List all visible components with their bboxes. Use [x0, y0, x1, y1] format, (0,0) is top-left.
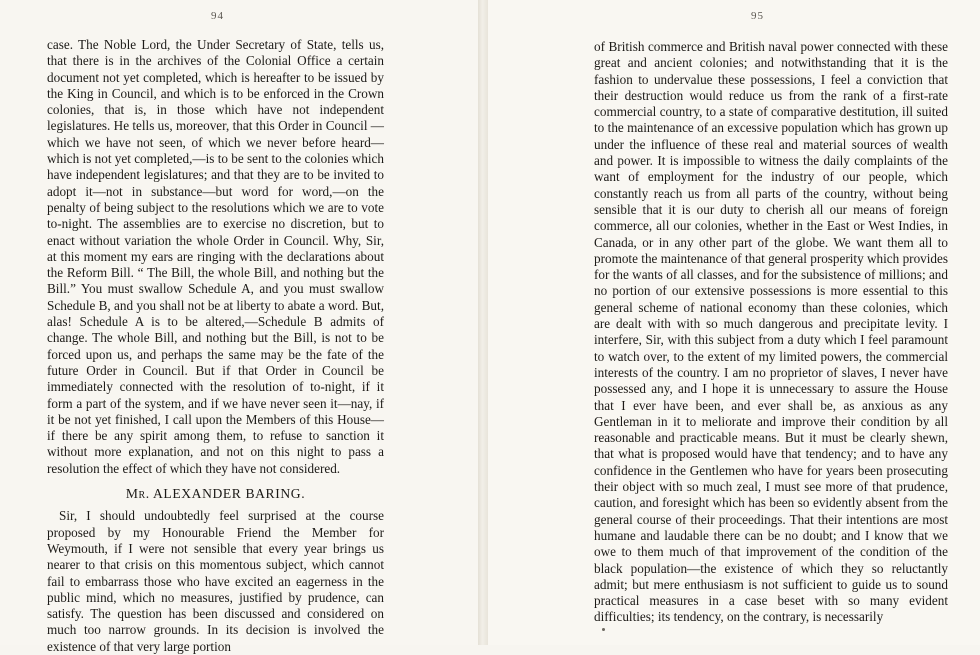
left-paragraph-2: Sir, I should undoubtedly feel surprised at the course proposed by my Honourable Friend the Member for Weymouth, if I were not sensible that every year brings us nearer to that crisis on this momentous subject, which cannot fail to embarrass those who have excited an eagerness in the public mind, which no measures, justified by prudence, can satisfy. The question has been discussed and considered on much too narrow grounds. In its decision is involved the existence of that very large portion [47, 508, 384, 654]
right-paragraph-1: of British commerce and British naval power connected with these great and ancient colonies; and notwithstanding that it is the fashion to undervalue these possessions, I feel a conviction that their destruction would reduce us from the rank of a first-rate commercial country, to a state of comparative destitution, ill suited to the maintenance of an excessive population which has grown up under the influence of these real and material sources of wealth and power. It is impossible to witness the daily complaints of the want of employment for the industry of our people, which constantly reach us from all parts of the country, without being sensible that it is our duty to cherish all our means of foreign commerce, all our colonies, whether in the East or West Indies, in Canada, or in any other part of the globe. We want them all to promote the maintenance of that general prosperity which provides for the wants of all classes, and for the subsistence of millions; and no portion of our extensive possessions is more essential to this general scheme of national economy than these colonies, which are dealt with with so much dangerous and precipitate levity. I interfere, Sir, with this subject from a duty which I feel paramount to watch over, to the extent of my limited powers, the commercial interests of the country. I am no proprietor of slaves, I never have possessed any, and I hope it is unnecessary to assure the House that I ever have been, and ever shall be, as anxious as any Gentleman in it to meliorate and improve their condition by all reasonable and practicable means. But it must be clearly shewn, that what is proposed would have that tendency; and to have any confidence in the Gentlemen who have for years been prosecuting their object with so much zeal, I must see more of that prudence, caution, and foresight which has been so evidently absent from the general course of their proceedings. That their intentions are most humane and laudable there can be no doubt; and I know that we owe to them much of that improvement of the condition of the black population—the existence of which they so reluctantly admit; but mere enthusiasm is not sufficient to guide us to sound practical measures in a case beset with so many evident difficulties; its tendency, on the contrary, is necessarily [594, 39, 948, 625]
left-text-column [47, 37, 384, 655]
right-page [488, 0, 980, 645]
page-number-right: 95 [751, 10, 764, 22]
speaker-heading-text: Mr. ALEXANDER BARING. [125, 486, 306, 502]
right-text-column [594, 39, 948, 626]
left-page [0, 0, 478, 654]
ink-speck [602, 628, 605, 631]
page-number-left: 94 [211, 10, 224, 22]
left-paragraph-1: case. The Noble Lord, the Under Secretary of State, tells us, that there is in the archives of the Colonial Office a certain document not yet completed, which is hereafter to be issued by the King in Council, and which is to be enforced in the Crown colonies, that is, in those which have not independent legislatures. He tells us, moreover, that this Order in Council —which we have not seen, of which we never before heard—which is not yet completed,—is to be sent to the colonies which have independent legislatures; and that they are to be invited to adopt it—not in substance—but word for word,—on the penalty of being subject to the resolutions which we are to vote to-night. The assemblies are to exercise no discretion, but to enact without variation the whole Order in Council. Why, Sir, at this moment my ears are ringing with the declarations about the Reform Bill. “ The Bill, the whole Bill, and nothing but the Bill.” You must swallow Schedule A, and you must swallow Schedule B, and you shall not be at liberty to abate a word. But, alas! Schedule A is to be altered,—Schedule B admits of change. The whole Bill, and nothing but the Bill, is not to be forced upon us, and perhaps the same may be the fate of the future Order in Council. But if that Order in Council be immediately connected with the resolution of to-night, if it form a part of the system, and if we have never seen it—nay, if it be not yet finished, I call upon the Members of this House—if there be any spirit among them, to refuse to sanction it without more explanation, and not on this night to pass a resolution the effect of which they have not considered. [47, 37, 384, 476]
speaker-heading [47, 486, 384, 502]
book-gutter [478, 0, 488, 645]
